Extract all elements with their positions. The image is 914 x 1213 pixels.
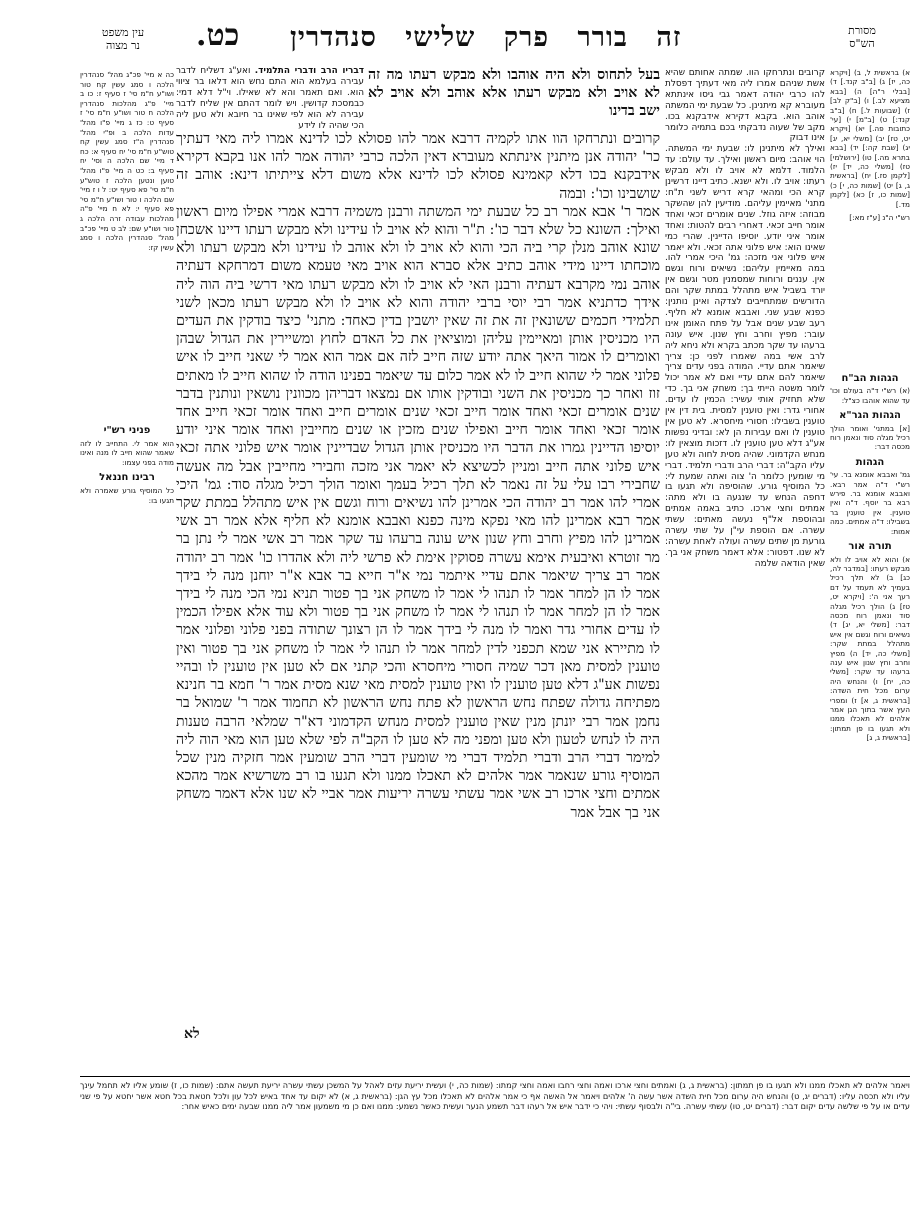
hagahot-bach-text: (א) רש"י ד"ה בעולם וכו' עד שהוא אוהבו כצ"ל: bbox=[830, 386, 910, 405]
hagahot-heading: הגהות bbox=[855, 456, 885, 468]
bottom-notes bbox=[80, 1080, 910, 1208]
right-notes-column bbox=[830, 368, 910, 1068]
torah-or-text: א) והוא לא אויב לו ולא מבקש רעתו: [במדבר לה, כג] ב) לא תלך רכיל בעמיך לא תעמד על דם רעך אני ה': [ויקרא יט, טז] ג) הולך רכיל מגלה סוד ונאמן רוח מכסה דבר: [משלי יא, יג] ד) נשיאים ורוח וגשם אין איש מתהלל במתת שקר: [משלי כה, יד] ה) מפיץ וחרב וחץ שנון איש ענה ברעהו עד שקר: [משלי כה, יח] ו) והנחש היה ערום מכל חית השדה: [בראשית ג, א] ז) ומפרי העץ אשר בתוך הגן אמר אלהים לא תאכלו ממנו ולא תגעו בו פן תמתון: [בראשית ג, ג] bbox=[830, 554, 910, 743]
gemara-main bbox=[176, 130, 660, 1043]
rabbeinu-chananel-heading: רבינו חננאל bbox=[99, 472, 155, 484]
rabbeinu-chananel-text: כל המוסיף גורע שאמרה ולא תגעו בו: bbox=[80, 485, 174, 505]
hagahot-text: גמ' ואבבא אומנא בר. עי' רש"י ד"ה אמר רבא. ואבבא אומנא בר. פירש רבא בר יוסף. ד"ה ואין טוענין. אין טוענין בר בשבילו: ד"ה אמתים. כמה אמות: bbox=[830, 470, 910, 536]
tosafot-column bbox=[176, 66, 364, 130]
tosafot-text: ואע"ג דשליח לדבר עבירה בעלמא הוא התם נחש הוא דלאו בר ציווי הוא. ואם תאמר והא לא שאילו. וי"ל דלא דמי: כבמסכת קדושין. ויש לומר דהתם אין שליח לדבר עבירה לא הוא לפי שאינו בר חיובא ולא טען ליה הכי שהיה לו לידע bbox=[176, 66, 364, 130]
page-title: זה בורר פרק שלישי סנהדרין bbox=[290, 22, 682, 53]
masoret-rashi-note: רש"י ה"נ [ע"ז מא:] bbox=[849, 213, 910, 223]
ein-mishpat-column bbox=[80, 70, 174, 420]
tosafot-dibur-hamatchil: דבריו הרב ודברי התלמיד. bbox=[254, 66, 364, 76]
hagahot-bach-heading: הגהות הב"ח bbox=[841, 373, 899, 384]
pninei-rashi-text: הוא אמר לי. התחייב לו לזה שאמר שהוא חייב לו מנה ואינו מודה בפני עצמו: bbox=[80, 438, 174, 467]
page-header bbox=[0, 18, 914, 66]
left-notes-column bbox=[80, 420, 174, 600]
catchword: לא bbox=[184, 1026, 200, 1042]
bottom-divider bbox=[80, 1076, 910, 1077]
hagahot-gra-text: [א] במתני' ואומר הולך רכיל מגלה סוד ונאמן רוח מכסה דבר: bbox=[830, 423, 910, 452]
gemara-text-1: קרובים ונתרחקו הוו אתו לקמיה דרבא אמר להו פסולא לכו לדינא אמרו ליה מאי דעתיך כר' יהודה אנן מיתנין אינתתא מעוברא דאין הלכה כרבי יהודה אמר להו אנו בקבא דקירא אידבקנא בכו דלא קאמינא פסולא לכו לדינא אלא משום דלא צייתיתו דינא: אוהב זה שושבינו וכו': ובמה bbox=[176, 131, 660, 202]
rashi-body-text: ואילך לא מיתנינן לו: שבעת ימי המשתה. הוי אוהב: מיום ראשון ואילך. עד עולם: עד הלמוד. דלמא לא אויב לו ולא מבקש רעתו: אויב לו. ולא ישנא. כתיב דיינו דרשינן קרא הכי ומהאי קרא דריש לשני ת"ח: מתני' מאיימין עליהם. מודיעין להן שהשקר מבוזה: איזה גוזל. שנים אומרים זכאי ואחד אומר חייב זכאי. דאחרי רבים להטות: ואחד אומר איני יודע. יוסיפו הדיינין. שהרי כמי שאינו הוא: איש פלוני אתה זכאי. ולא יאמר איש פלוני אני מזכה: גמ' היכי אמרי להו. במה מאיימין עליהם: נשיאים ורוח וגשם אין. עננים ורוחות שמסמנין מטר וגשם אין יורד בשביל איש מתהלל במתת שקר והם הדורשים שמתחייבים לצדקה ואינן נותנין: כפנא שבע שני. ואבבא אומנא לא חליף. רעב שבע שנים אבל על פתח האומן אינו עובר: מפיץ וחרב וחץ שנון. איש עונה ברעהו עד שקר מכתב בקרא ולא ניחא ליה לרב אשי במה שאמרו לפני כן: צריך שיאמר אתם עדיי. המודה בפני עדים צריך שיאמר להם אתם עדיי ואם לא אמר יכול לומר משטה הייתי בך: משחק אני בך. כדי שלא תחזיק אותי עשיר: הכמין לו עדים. אחורי גדר: ואין טוענין למסית. בית דין אין טוענין בשבילו: חסורי מיחסרא. לא טען אין טוענין לו ואם עבירות הן לא: ובדיני נפשות אע"ג דלא טען טוענין לו. דזכות מוצאין לו: מנחש הקדמוני. שהיה מסית לחוה ולא טען עליו הקב"ה: דברי הרב ודברי תלמיד. דברי מי שומעין כלומר ה' צוה ואתה שמעת לי: כל המוסיף גורע. שהוסיפה ולא תגעו בו דחפה הנחש עד שנגעה בו ולא מתה: אמתים וחצי ארכו. כתיב באמה אמתים ובהוספת אל"ף נעשה מאתים: עשתי עשרה. אם הוספת עי"ן על שתי עשרה גורעת מן שתים עשרה ועולה לאחת עשרה: לא שנו. דפטור: אלא דאמר משחק אני בך. שאין הודאה שלמה bbox=[665, 144, 825, 569]
rashi-top-text: קרובים ונתרחקו הוו. שמתה אחותם שהיא אשת שניהם אמרו ליה מאי דעתיך דפסלת להו כרבי יהודה דאמר גבי גיסו אינתתא מעוברא קא מיתנינן. כל שבעת ימי המשתה אוהב הוא. בקבא דקירא אידבקנא בכו. מקב של שעוה נדבקתי בכם בתמיה כלומר אינו דבוק bbox=[665, 68, 825, 144]
ein-mishpat-label: עין משפט נר מצוה bbox=[101, 26, 145, 52]
torah-or-heading: תורה אור bbox=[848, 541, 892, 553]
hagahot-gra-heading: הגהות הגר"א bbox=[839, 410, 901, 422]
tosafot-body-text bbox=[176, 66, 364, 130]
gemara-top-text: בעל לתחוס ולא היה אוהבו ולא מבקש רעתו מה זה לא אויב ולא מבקש רעתו אלא אוהב ולא אויב לא ישב בדינו bbox=[368, 67, 660, 119]
rashi-column bbox=[665, 68, 825, 1079]
ein-mishpat-text: כה א מיי' פכ"ג מהל' סנהדרין הלכה ו סמג עשין קח טור ושו"ע ח"מ סי' ז סעיף ז: כו ב מיי' פ"ג מהלכות סנהדרין הלכה ח טור ושו"ע ח"מ סי' ז סעיף ט: כז ג מיי' פ"ו מהל' עדות הלכה ב ופ"י מהל' סנהדרין ה"ז סמג עשין קח טוש"ע ח"מ סי' יח סעיף א: כח ד מיי' שם הלכה ה וסי' יח סעיף ב: כט ה מיי' פ"ו מהל' טוען ונטען הלכה ז טוש"ע ח"מ סי' פא סעיף יט: ל ו ז מיי' שם הלכה ו טור ושו"ע ח"מ סי' פא סעיף י: לא ח מיי' פ"ה מהלכות עבודה זרה הלכה ג טור ושו"ע שם: לב ט מיי' פכ"ב מהל' סנהדרין הלכה ו סמג עשין קז: bbox=[80, 70, 174, 252]
masoret-hashas-column bbox=[830, 68, 910, 368]
gemara-text-2: אמר ר' אבא אמר רב כל שבעת ימי המשתה ורבנן משמיה דרבא אמרי אפילו מיום ראשון ואילך: השונא כל שלא דבר כו': ת"ר והוא לא אויב לו עידינו ולא מבקש רעתו דיינו אשכחן שונא אוהב מנלן קרי ביה הכי והוא לא אויב לו ולא אוהב לו עידינו ולא מבקש רעתו ולא מוכחתו דיינו מידי אוהב כתיב אלא סברא הוא אויב מאי טעמא משום דמרחקא דעתיה אוהב נמי מקרבא דעתיה ורבנן האי לא אויב לו ולא מבקש רעתו מאי דרשי ביה הוה ליה אידך כדתניא אמר רבי יוסי ברבי יהודה והוא לא אויב לו ולא מבקש רעתו מכאן לשני תלמידי חכמים ששונאין זה את זה שאין יושבין בדין כאחד: מתני' כיצד בודקין את העדים היו מכניסין אותן ומאיימין עליהן ומוציאין את כל האדם לחוץ ומשיירין את הגדול שבהן ואומרים לו אמור היאך אתה יודע שזה חייב לזה אם אמר הוא אמר לי שאני חייב לו איש פלוני אמר לי שהוא חייב לו לא אמר כלום עד שיאמר בפנינו הודה לו שהוא חייב לו מאתים זוז ואחר כך מכניסין את השני ובודקין אותו אם נמצאו דבריהן מכוונין נושאין ונותנין בדבר שנים אומרים זכאי ואחד אומר חייב זכאי שנים אומרים חייב ואחד אומר זכאי חייב אחד אומר זכאי ואחד אומר חייב ואפילו שנים מזכין או שנים מחייבין ואחד אומר איני יודע יוסיפו הדיינין גמרו את הדבר היו מכניסין אותן הגדול שבדיינין אומר איש פלוני אתה זכאי איש פלוני אתה חייב ומניין לכשיצא לא יאמר אני מזכה וחבירי מחייבין אבל מה אעשה שחבירי רבו עלי על זה נאמר לא תלך רכיל בעמך ואומר הולך רכיל מגלה סוד: גמ' היכי אמרי להו אמר רב יהודה הכי אמרינן להו נשיאים ורוח וגשם אין איש מתהלל במתת שקר אמר רבא אמרינן להו מאי נפקא מינה כפנא ואבבא אומנא לא חליף אלא אמר רב אשי אמרינן להו מפיץ וחרב וחץ שנון איש עונה ברעהו עד שקר אמר רב אשי אמר לי נתן בר מר זוטרא ואיבעית אימא עשרה פסוקין אימת לא פרשי ליה ולא אהדרו כו' אמר רב יהודה אמר רב צריך שיאמר אתם עדיי איתמר נמי א"ר חייא בר אבא א"ר יוחנן מנה לי בידך אמר לו הן למחר אמר לו תנהו לי אמר לו משחק אני בך פטור תניא נמי הכי מנה לי בידך אמר לו הן למחר אמר לו תנהו לי אמר לו משחק אני בך פטור ולא עוד אלא אפילו הכמין לו עדים אחורי גדר ואמר לו מנה לי בידך אמר לו הן רצונך שתודה בפני פלוני ופלוני אמר לו מתיירא אני שמא תכפני לדין למחר אמר לו תנהו לי אמר לו משחק אני בך פטור ואין טוענין למסית מאן דכר שמיה חסורי מיחסרא והכי קתני אם לא טען אין טוענין לו ובהיי נפשות אע"ג דלא טען טוענין לו ואין טוענין למסית מאי שנא מסית אמר ר' חמא בר חנינא מפתיחה גדולה שפתח נחש הראשון לא פתח נחש הראשון לא תחמוד אמר ר' שמואל בר נחמן אמר רבי יונתן מנין שאין טוענין למסית מנחש הקדמוני דא"ר שמלאי הרבה טענות היה לו לנחש לטעון ולא טען ומפני מה לא טען לו הקב"ה לפי שלא טען הוא מאי הוה ליה למימר דברי הרב ודברי תלמיד דברי מי שומעין דברי הרב שומעין אמר חזקיה מנין שכל המוסיף גורע שנאמר אמר אלהים לא תאכלו ממנו ולא תגעו בו רב משרשיא אמר מהכא אמתים וחצי ארכו רב אשי אמר עשתי עשרה יריעות אמר אביי לא שנו אלא דאמר משחק אני בך אבל אמר bbox=[176, 203, 660, 821]
gemara-top bbox=[368, 66, 660, 130]
bottom-notes-text: ויאמר אלהים לא תאכלו ממנו ולא תגעו בו פן תמתון: (בראשית ג, ג) ואמתים וחצי ארכו ואמה וחצי רחבו ואמה וחצי קמתו: (שמות כה, י) ועשית יריעת עזים לאהל על המשכן עשתי עשרה יריעת תעשה אתם: (שמות כו, ז) שומע אליו לא תחמל עינך עליו ולא תכסה עליו: (דברים יג, ט) והנחש היה ערום מכל חית השדה אשר עשה ה' אלהים ויאמר אל האשה אף כי אמר אלהים לא תאכלו מכל עץ הגן: (בראשית ג, א) לא יקום עד אחד באיש לכל עון ולכל חטאת בכל חטא אשר יחטא על פי שני עדים או על פי שלשה עדים יקום דבר: (דברים יט, טו) עשתי עשרה. בי"ה ולבסוף עשתי: ויהי כי ידבר איש אל רעהו דבר תשמע הנער ועשית כאשר נשמע: ממנו ואם כן מי משמעון אמר ליה ממנו שבעה ימים כאיש אחר: bbox=[80, 1080, 910, 1112]
masoret-text: א) בראשית ל, ב) [ויקרא כה, יז] ג) [ב"ב קנד.] ד) [בבלי ר"ה] ה) [בבא מציעא לב.] ו) [ב"ק לב] ז) [שבועות ל.] ח) [ב"ב קנד:] ט) [ב"מ] י) [עי' כתובות פה.] יא) [ויקרא יט, טז] יב) [משלי יא, יג] יג) [שבת קה:] יד) [בבא בתרא מה.] טו) [ירושלמי] טז) [משלי כה, יד] יז) [לקמן סז.] יח) [בראשית ג, ג] יט) [שמות כה, י] כ) [שמות כו, ז] כא) [לקמן מד.] bbox=[830, 68, 910, 209]
daf-number: כט. bbox=[196, 18, 240, 53]
pninei-rashi-heading: פניני רש"י bbox=[103, 425, 151, 436]
masoret-label: מסורת הש"ס bbox=[848, 24, 876, 50]
